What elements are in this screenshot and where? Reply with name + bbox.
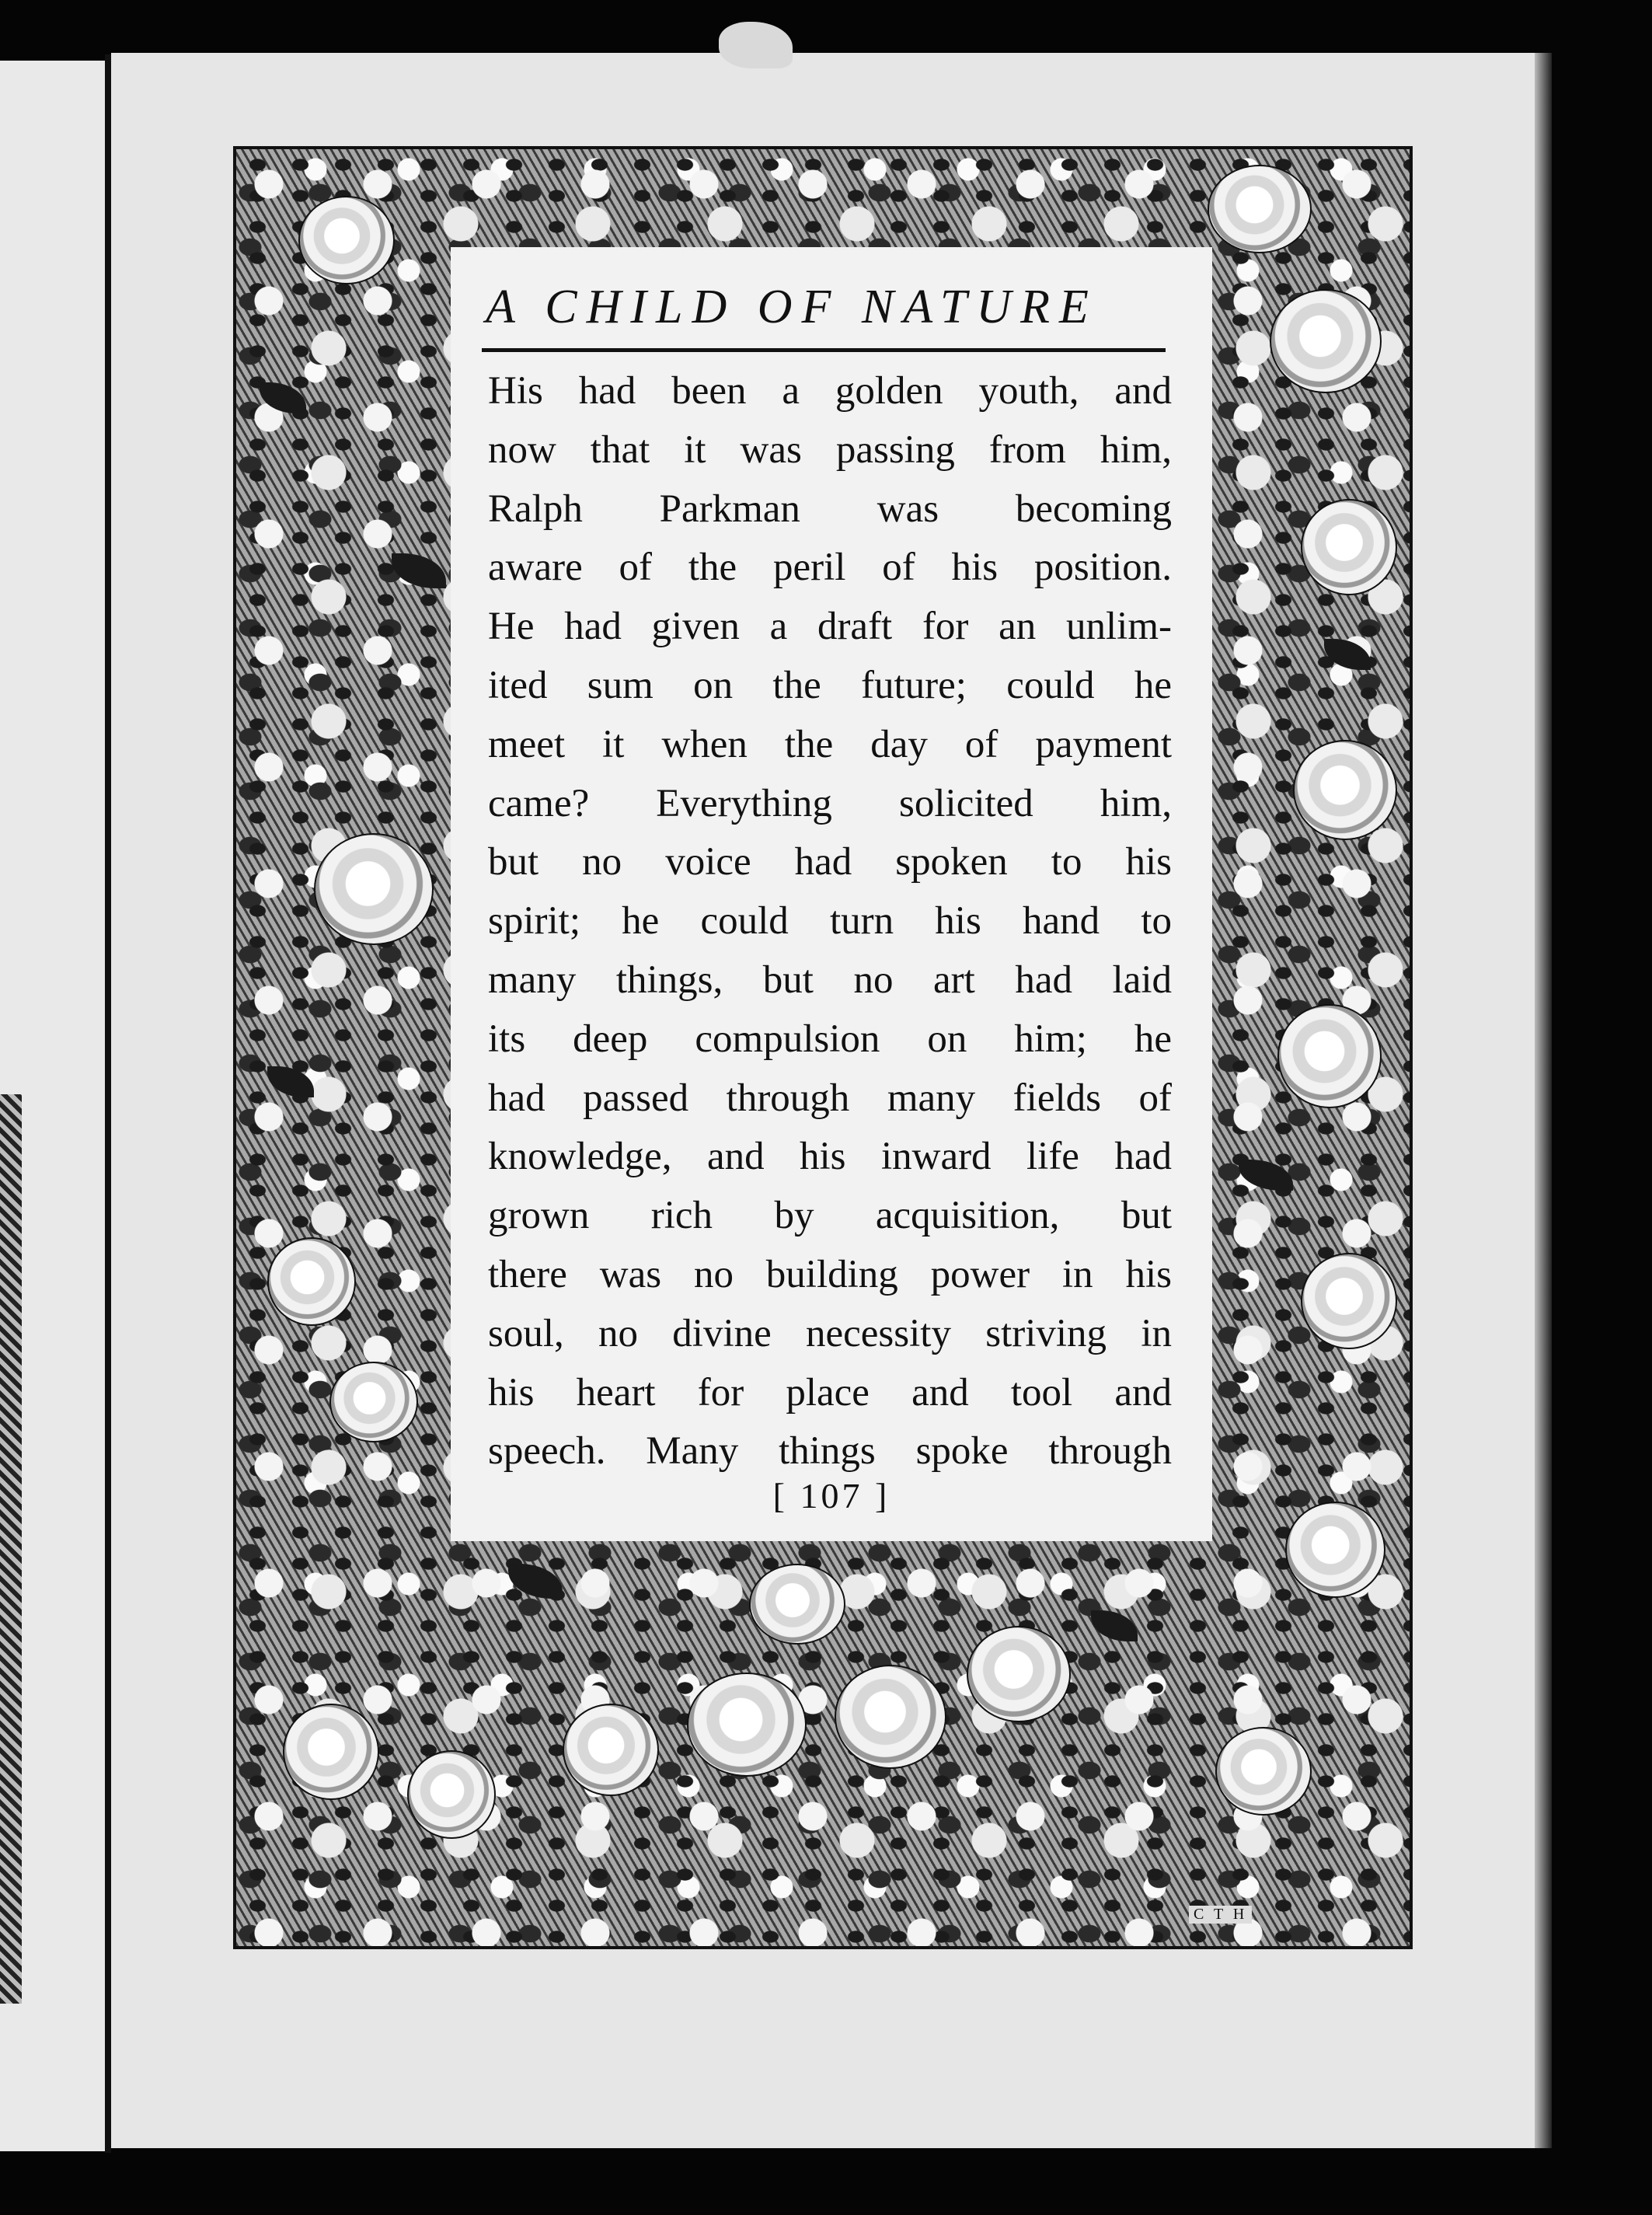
body-line: his heart for place and tool and — [488, 1370, 1172, 1414]
body-line: His had been a golden youth, and — [488, 369, 1172, 413]
leaf-illustration — [508, 1564, 563, 1599]
body-line: there was no building power in his — [488, 1252, 1172, 1296]
leaf-illustration — [1324, 639, 1371, 670]
rose-illustration — [1270, 289, 1382, 393]
body-line: ited sum on the future; could he — [488, 663, 1172, 707]
body-line: but no voice had spoken to his — [488, 840, 1172, 884]
body-line: grown rich by acquisition, but — [488, 1194, 1172, 1238]
page-number: [ 107 ] — [772, 1476, 890, 1516]
body-line: its deep compulsion on him; he — [488, 1017, 1172, 1061]
body-line: had passed through many fields of — [488, 1076, 1172, 1120]
rose-illustration — [329, 1362, 418, 1442]
rose-illustration — [298, 196, 395, 284]
body-line: Ralph Parkman was becoming — [488, 487, 1172, 531]
facing-page-ornament — [0, 1094, 22, 2004]
rose-illustration — [749, 1564, 845, 1645]
leaf-illustration — [392, 553, 446, 588]
rose-illustration — [283, 1704, 379, 1800]
rose-illustration — [267, 1237, 356, 1326]
rose-illustration — [314, 833, 434, 945]
leaf-illustration — [267, 1066, 314, 1097]
book-gutter — [105, 54, 111, 2153]
body-line: He had given a draft for an unlim- — [488, 605, 1172, 649]
body-line: speech. Many things spoke through — [488, 1429, 1172, 1474]
rose-illustration — [1301, 499, 1397, 595]
title-rule — [482, 348, 1166, 352]
text-panel — [451, 247, 1212, 1541]
rose-illustration — [1301, 1253, 1397, 1349]
rose-illustration — [1208, 165, 1312, 253]
rose-illustration — [1285, 1502, 1385, 1598]
body-line: many things, but no art had laid — [488, 958, 1172, 1002]
body-line: meet it when the day of payment — [488, 722, 1172, 766]
leaf-illustration — [1239, 1160, 1293, 1191]
body-line: now that it was passing from him, — [488, 427, 1172, 472]
leaf-illustration — [260, 382, 306, 413]
body-text — [488, 362, 1172, 1481]
body-line: aware of the peril of his position. — [488, 546, 1172, 590]
chapter-title: A CHILD OF NATURE — [486, 281, 1098, 333]
leaf-illustration — [1091, 1610, 1138, 1641]
rose-illustration — [1215, 1727, 1312, 1816]
artist-monogram: C T H — [1189, 1906, 1252, 1924]
rose-illustration — [563, 1704, 659, 1796]
body-line: knowledge, and his inward life had — [488, 1135, 1172, 1179]
rose-illustration — [687, 1673, 807, 1777]
rose-illustration — [1277, 1004, 1382, 1108]
body-line: came? Everything solicited him, — [488, 781, 1172, 825]
rose-illustration — [1293, 740, 1397, 840]
body-line: spirit; he could turn his hand to — [488, 899, 1172, 944]
page-edge-shadow — [1535, 53, 1552, 2148]
facing-page-edge — [0, 61, 105, 2151]
rose-illustration — [967, 1626, 1071, 1722]
rose-illustration — [407, 1750, 496, 1839]
rose-illustration — [835, 1665, 946, 1769]
body-line: soul, no divine necessity striving in — [488, 1311, 1172, 1355]
